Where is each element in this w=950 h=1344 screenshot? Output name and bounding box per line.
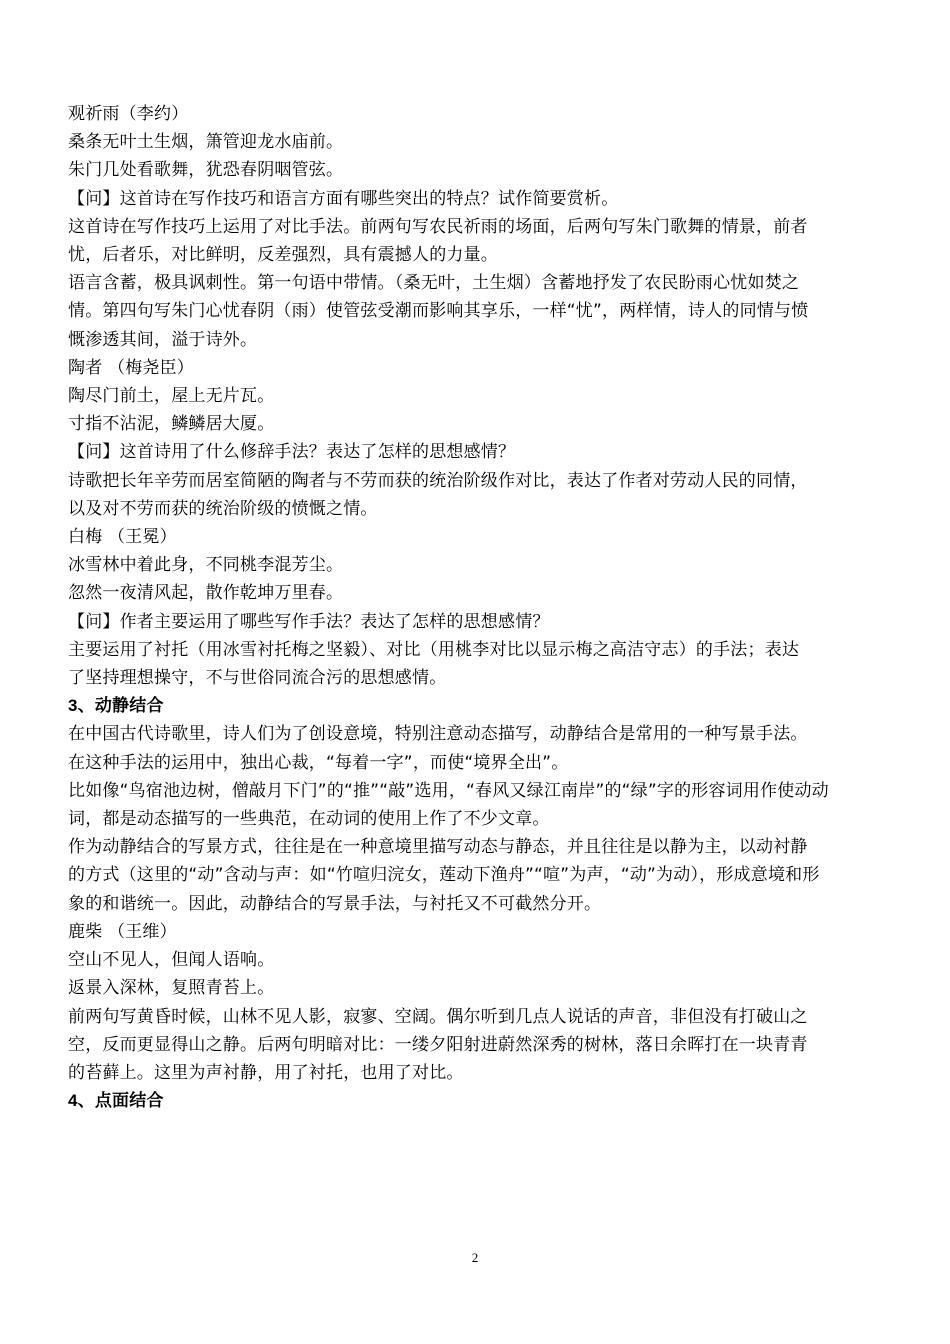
paragraph-line: 作为动静结合的写景方式，往往是在一种意境里描写动态与静态，并且往往是以静为主，以动衬静 [68, 837, 808, 858]
paragraph-line: 的方式（这里的“动”含动与声：如“竹喧归浣女，莲动下渔舟”“喧”为声，“动”为动），形成意境和形 [68, 865, 820, 886]
poem-line: 朱门几处看歌舞，犹恐春阴咽管弦。 [68, 160, 344, 181]
poem-line: 陶尽门前土，屋上无片瓦。 [68, 386, 275, 407]
section-heading-3 [68, 692, 888, 720]
answer-line: 了坚持理想操守，不与世俗同流合污的思想感情。 [68, 668, 447, 689]
poem-line: 返景入深林，复照青苔上。 [68, 978, 275, 999]
answer-line: 主要运用了衬托（用冰雪衬托梅之坚毅）、对比（用桃李对比以显示梅之高洁守志）的手法；表达 [68, 639, 800, 660]
page-number: 2 [471, 1250, 479, 1265]
answer-line: 空，反而更显得山之静。后两句明暗对比：一缕夕阳射进蔚然深秀的树林，落日余晖打在一块青青 [68, 1034, 808, 1055]
answer-line: 前两句写黄昏时候，山林不见人影，寂寥、空阔。偶尔听到几点人说话的声音，非但没有打破山之 [68, 1006, 808, 1027]
poem-title: 观祈雨（李约） [68, 104, 189, 124]
section-heading-4 [68, 1087, 888, 1115]
paragraph-line: 在这种手法的运用中，独出心裁，“每着一字”，而使“境界全出”。 [68, 752, 569, 773]
answer-line: 语言含蓄，极具讽刺性。第一句语中带情。（桑无叶，土生烟）含蓄地抒发了农民盼雨心忧如焚之 [68, 273, 800, 294]
answer-line: 情。第四句写朱门心忧春阴（雨）使管弦受潮而影响其享乐，一样“忧”，两样情，诗人的同情与愤 [68, 301, 809, 322]
section-heading-text: 3、动静结合 [68, 696, 164, 716]
poem-title: 白梅 （王冕） [68, 527, 177, 548]
answer-line: 慨渗透其间，溢于诗外。 [68, 329, 258, 350]
question: 【问】这首诗在写作技巧和语言方面有哪些突出的特点？试作简要赏析。 [68, 188, 619, 209]
answer-line: 的苔藓上。这里为声衬静，用了衬托，也用了对比。 [68, 1062, 464, 1083]
poem-line: 冰雪林中着此身，不同桃李混芳尘。 [68, 555, 344, 576]
paragraph-line: 在中国古代诗歌里，诗人们为了创设意境，特别注意动态描写，动静结合是常用的一种写景手法。 [68, 724, 808, 745]
poem-line: 寸指不沾泥，鳞鳞居大厦。 [68, 414, 275, 435]
answer-line: 忧，后者乐，对比鲜明，反差强烈，具有震撼人的力量。 [68, 245, 498, 266]
poem-title: 陶者 （梅尧臣） [68, 357, 195, 378]
poem-line: 空山不见人，但闻人语响。 [68, 950, 275, 971]
question: 【问】这首诗用了什么修辞手法？表达了怎样的思想感情？ [68, 442, 516, 463]
answer-line: 这首诗在写作技巧上运用了对比手法。前两句写农民祈雨的场面，后两句写朱门歌舞的情景，前者 [68, 216, 808, 237]
answer-line: 以及对不劳而获的统治阶级的愤慨之情。 [68, 498, 378, 519]
poem-line: 桑条无叶土生烟，箫管迎龙水庙前。 [68, 132, 344, 153]
paragraph-line: 象的和谐统一。因此，动静结合的写景手法，与衬托又不可截然分开。 [68, 893, 602, 914]
question: 【问】作者主要运用了哪些写作手法？表达了怎样的思想感情？ [68, 611, 550, 632]
paragraph-line: 比如像“鸟宿池边树，僧敲月下门”的“推”“敲”选用，“春风又绿江南岸”的“绿”字的形容词用作使动动 [68, 780, 829, 801]
section-heading-text: 4、点面结合 [68, 1091, 164, 1111]
document-body [68, 100, 888, 1115]
paragraph-line: 词，都是动态描写的一些典范，在动词的使用上作了不少文章。 [68, 809, 550, 830]
answer-line: 诗歌把长年辛劳而居室简陋的陶者与不劳而获的统治阶级作对比，表达了作者对劳动人民的同情， [68, 470, 808, 491]
poem-line: 忽然一夜清风起，散作乾坤万里春。 [68, 583, 344, 604]
poem-title: 鹿柴 （王维） [68, 921, 177, 942]
